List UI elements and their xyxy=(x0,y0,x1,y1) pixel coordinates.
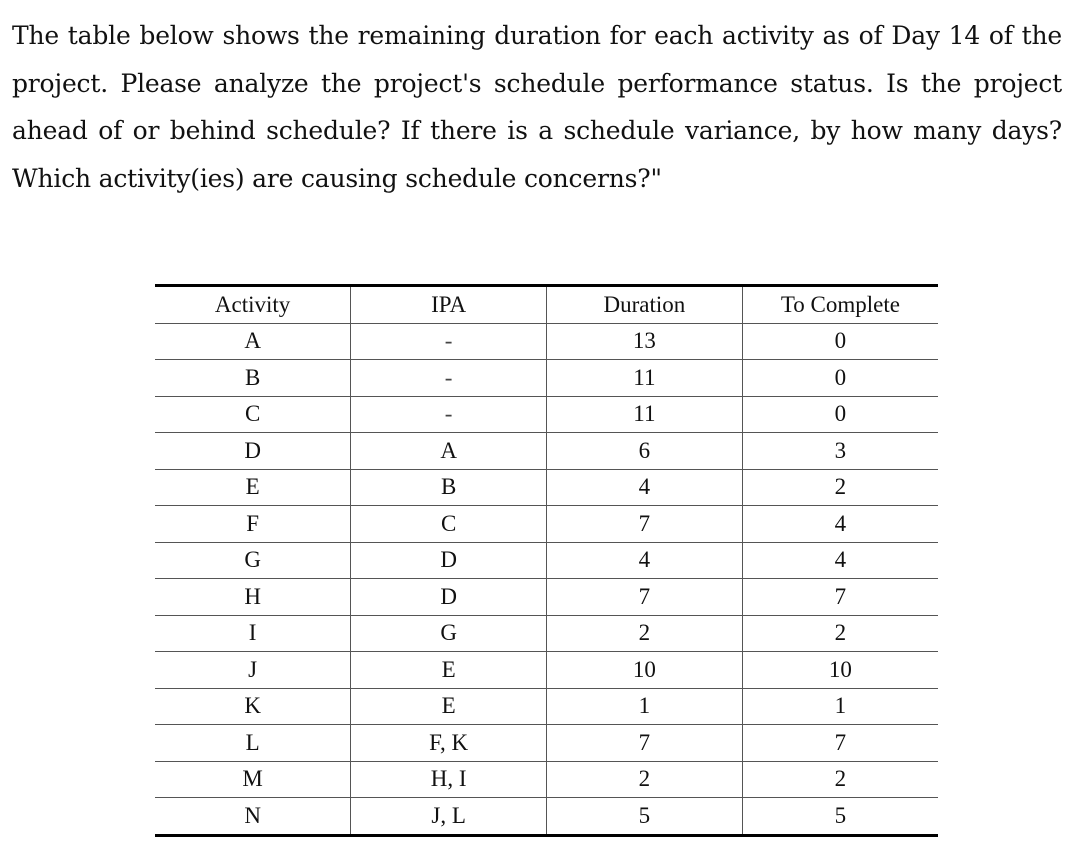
duration-cell: 7 xyxy=(547,506,743,543)
duration-cell: 11 xyxy=(547,396,743,433)
to-complete-cell: 0 xyxy=(742,396,938,433)
ipa-cell: E xyxy=(351,652,547,689)
duration-cell: 13 xyxy=(547,323,743,360)
table-header xyxy=(155,286,938,324)
duration-cell: 7 xyxy=(547,579,743,616)
activity-table xyxy=(155,284,938,837)
ipa-cell: D xyxy=(351,542,547,579)
duration-cell: 5 xyxy=(547,798,743,836)
duration-cell: 4 xyxy=(547,542,743,579)
table-row xyxy=(155,506,938,543)
table-row xyxy=(155,761,938,798)
activity-cell: E xyxy=(155,469,351,506)
to-complete-cell: 2 xyxy=(742,615,938,652)
header-to-complete: To Complete xyxy=(742,286,938,324)
table-row xyxy=(155,433,938,470)
activity-cell: G xyxy=(155,542,351,579)
header-ipa: IPA xyxy=(351,286,547,324)
duration-cell: 10 xyxy=(547,652,743,689)
duration-cell: 1 xyxy=(547,688,743,725)
to-complete-cell: 0 xyxy=(742,360,938,397)
duration-cell: 6 xyxy=(547,433,743,470)
to-complete-cell: 10 xyxy=(742,652,938,689)
ipa-cell: - xyxy=(351,396,547,433)
table-row xyxy=(155,542,938,579)
table-row xyxy=(155,615,938,652)
to-complete-cell: 2 xyxy=(742,469,938,506)
activity-cell: K xyxy=(155,688,351,725)
table-row xyxy=(155,469,938,506)
to-complete-cell: 7 xyxy=(742,725,938,762)
activity-cell: I xyxy=(155,615,351,652)
header-duration: Duration xyxy=(547,286,743,324)
table-row xyxy=(155,725,938,762)
to-complete-cell: 4 xyxy=(742,506,938,543)
ipa-cell: E xyxy=(351,688,547,725)
activity-cell: D xyxy=(155,433,351,470)
activity-cell: H xyxy=(155,579,351,616)
to-complete-cell: 1 xyxy=(742,688,938,725)
ipa-cell: - xyxy=(351,360,547,397)
activity-cell: C xyxy=(155,396,351,433)
table-row xyxy=(155,360,938,397)
ipa-cell: J, L xyxy=(351,798,547,836)
duration-cell: 7 xyxy=(547,725,743,762)
question-text: The table below shows the remaining duration for each activity as of Day 14 of the project. Please analyze the project's schedule performance status. Is the project ahead of or behind schedule? If there is a schedule variance, by how many days? Which activity(ies) are causing schedule concerns?" xyxy=(12,21,1062,193)
activity-cell: J xyxy=(155,652,351,689)
to-complete-cell: 3 xyxy=(742,433,938,470)
activity-cell: M xyxy=(155,761,351,798)
table-row xyxy=(155,323,938,360)
table-row xyxy=(155,688,938,725)
table-row xyxy=(155,579,938,616)
activity-cell: L xyxy=(155,725,351,762)
ipa-cell: G xyxy=(351,615,547,652)
duration-cell: 4 xyxy=(547,469,743,506)
ipa-cell: D xyxy=(351,579,547,616)
ipa-cell: B xyxy=(351,469,547,506)
to-complete-cell: 4 xyxy=(742,542,938,579)
duration-cell: 2 xyxy=(547,615,743,652)
table-row xyxy=(155,396,938,433)
ipa-cell: C xyxy=(351,506,547,543)
table-body xyxy=(155,323,938,835)
ipa-cell: A xyxy=(351,433,547,470)
ipa-cell: F, K xyxy=(351,725,547,762)
activity-cell: F xyxy=(155,506,351,543)
duration-cell: 2 xyxy=(547,761,743,798)
table-row xyxy=(155,652,938,689)
to-complete-cell: 2 xyxy=(742,761,938,798)
ipa-cell: - xyxy=(351,323,547,360)
header-row xyxy=(155,286,938,324)
activity-cell: B xyxy=(155,360,351,397)
duration-cell: 11 xyxy=(547,360,743,397)
activity-table-container xyxy=(155,284,938,837)
to-complete-cell: 5 xyxy=(742,798,938,836)
header-activity: Activity xyxy=(155,286,351,324)
to-complete-cell: 7 xyxy=(742,579,938,616)
table-row xyxy=(155,798,938,836)
activity-cell: A xyxy=(155,323,351,360)
to-complete-cell: 0 xyxy=(742,323,938,360)
activity-cell: N xyxy=(155,798,351,836)
ipa-cell: H, I xyxy=(351,761,547,798)
